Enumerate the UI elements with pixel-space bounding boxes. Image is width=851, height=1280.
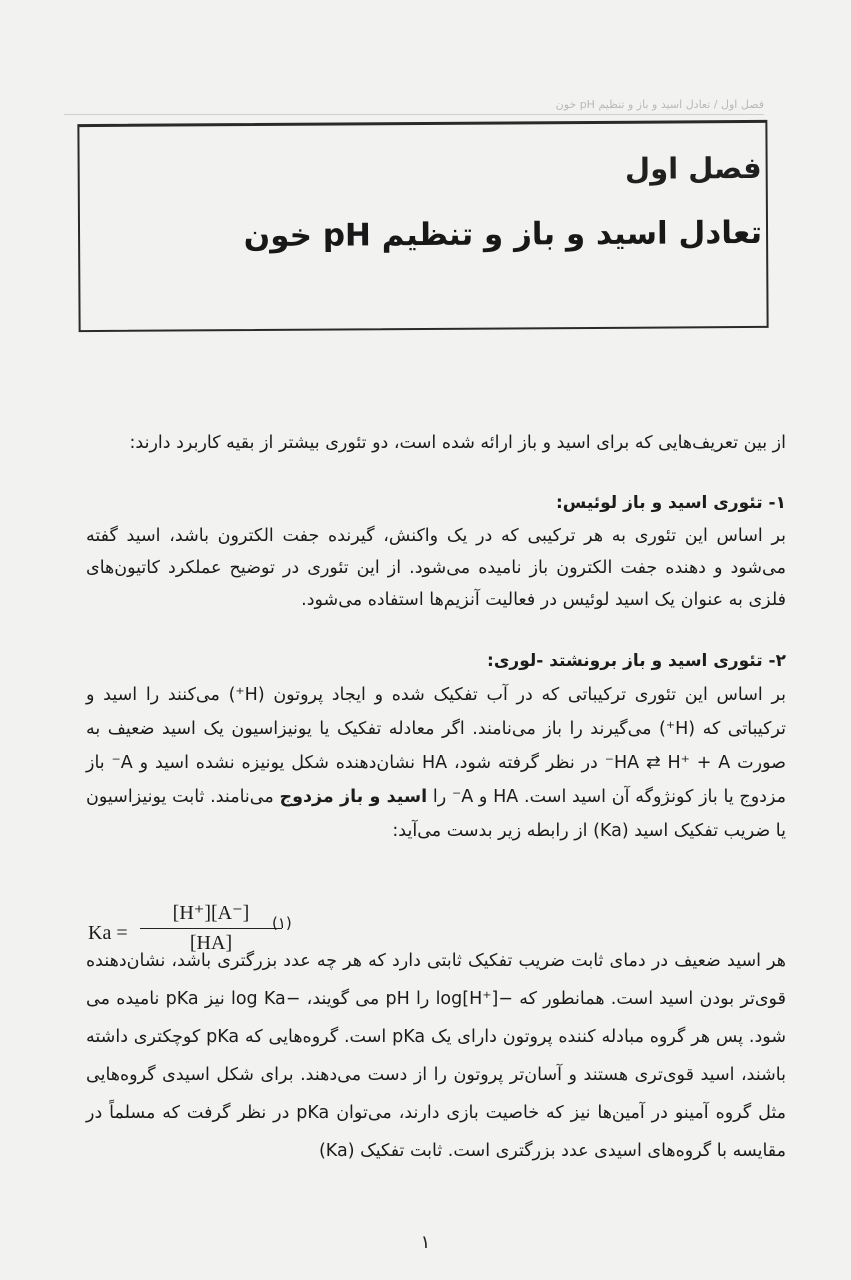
chapter-label: فصل اول (624, 150, 762, 186)
intro-paragraph (86, 426, 786, 460)
formula-numerator: [H⁺][A⁻] (140, 900, 282, 929)
running-header: فصل اول / تعادل اسید و باز و تنظیم pH خون (64, 98, 764, 115)
bronsted-text-a: بر اساس این تئوری ترکیباتی که در آب تفکیک شده و ایجاد پروتون (H⁺) می‌کنند را اسید و ترکیباتی که (H⁺) می‌گیرند را باز می‌نامند. اگر معادله تفکیک یا یونیزاسیون یک اسید ضعیف به صورت HA ⇄ H⁺ + A⁻ در نظر گرفته شود، HA نشان‌دهنده شکل یونیزه نشده اسید و A⁻ باز مزدوج یا باز کونژوگه آن اسید است. HA و A⁻ را (86, 685, 787, 807)
chapter-title-box (77, 120, 768, 332)
section-lewis (86, 486, 786, 616)
page-number: ۱ (420, 1232, 431, 1253)
chapter-title: تعادل اسید و باز و تنظیم pH خون (243, 214, 763, 255)
conjugate-term: اسید و باز مزدوج (279, 787, 428, 807)
bronsted-text-b: می‌نامند. ثابت یونیزاسیون یا ضریب تفکیک اسید (Ka) از رابطه زیر بدست می‌آید: (86, 787, 786, 841)
section-body-lewis: بر اساس این تئوری به هر ترکیبی که در یک واکنش، گیرنده جفت الکترون باشد، اسید گفته می‌شود و دهنده جفت الکترون باز نامیده می‌شود. از این تئوری در توضیح عملکرد کاتیون‌های فلزی به عنوان یک اسید لوئیس در فعالیت آنزیم‌ها استفاده می‌شود. (86, 526, 786, 610)
section-heading-bronsted: ۲- تئوری اسید و باز برونشتد -لوری: (487, 651, 786, 671)
section-body-bronsted (86, 678, 786, 848)
formula-lhs: Ka = (88, 922, 128, 944)
section-heading-lewis: ۱- تئوری اسید و باز لوئیس: (555, 493, 786, 513)
section-bronsted (86, 644, 786, 848)
formula-denominator: [HA] (189, 932, 233, 954)
intro-text: از بین تعریف‌هایی که برای اسید و باز ارائه شده است، دو تئوری بیشتر از بقیه کاربرد دارند: (129, 433, 786, 453)
pka-text: هر اسید ضعیف در دمای ثابت ضریب تفکیک ثابتی دارد که هر چه عدد بزرگتری باشد، نشان‌دهنده قوی‌تر بودن اسید است. همانطور که −log[H⁺] را pH می گویند، −log Ka نیز pKa نامیده می شود. پس هر گروه مبادله کننده پروتون دارای یک pKa است. گروه‌هایی که pKa کوچکتری داشته باشند، اسید قوی‌تری هستند و آسان‌تر پروتون را از دست می‌دهند. برای شکل اسیدی گروه‌هایی مثل گروه آمینو در آمین‌ها نیز که خاصیت بازی دارند، می‌توان pKa در نظر گرفت که مسلماً در مقایسه با گروه‌های اسیدی عدد بزرگتری است. ثابت تفکیک (Ka) (86, 951, 786, 1161)
pka-paragraph (86, 942, 786, 1170)
equation-number: (۱) (272, 914, 292, 932)
